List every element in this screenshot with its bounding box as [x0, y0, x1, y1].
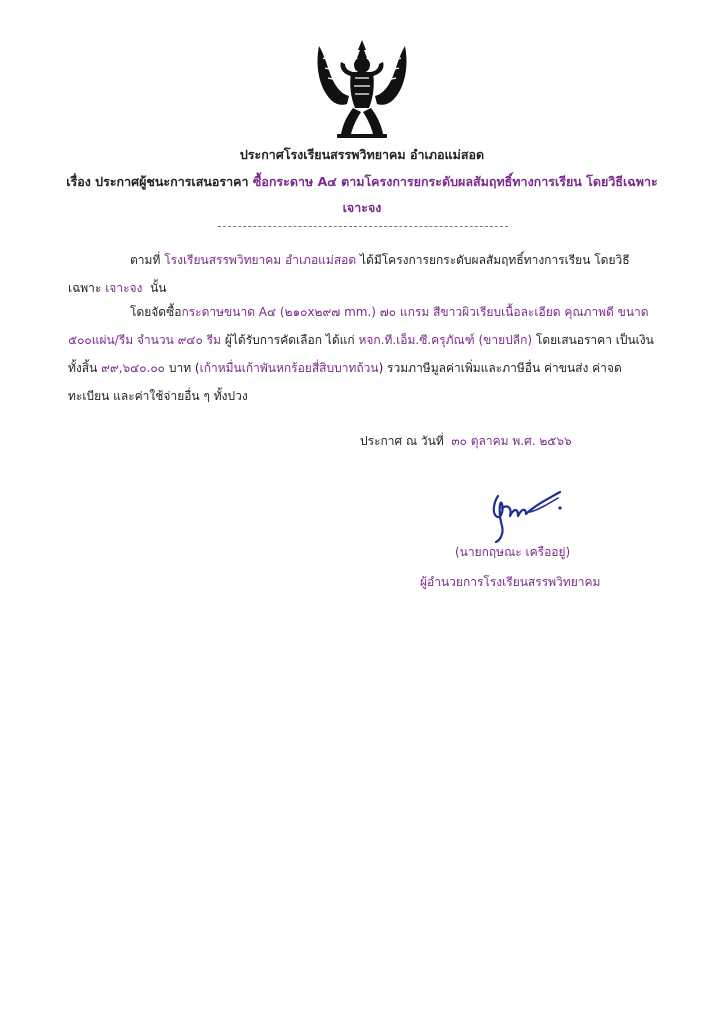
para2-vendor: หจก.ที.เอ็ม.ซี.ครุภัณฑ์ (ขายปลีก) [358, 333, 533, 347]
body-paragraph-1 [68, 246, 658, 302]
para1-school: โรงเรียนสรรพวิทยาคม อำเภอแม่สอด [164, 253, 357, 267]
signer-name: (นายกฤษณะ เครืออยู่) [455, 545, 571, 559]
announcement-date-line [360, 432, 572, 451]
para1-method: เจาะจง [105, 281, 143, 295]
header-school-name: ประกาศโรงเรียนสรรพวิทยาคม อำเภอแม่สอด [239, 147, 485, 162]
announcement-label: ประกาศ ณ วันที่ [360, 434, 444, 448]
para2-baht: บาท ( [168, 361, 200, 375]
para2-amount-words: เก้าหมื่นเก้าพันหกร้อยสี่สิบบาทถ้วน [199, 361, 379, 375]
header-divider [218, 226, 508, 227]
garuda-emblem-icon [313, 38, 411, 142]
para2-prefix: โดยจัดซื้อ [130, 305, 182, 319]
para1-prefix: ตามที่ [130, 253, 161, 267]
header-subject [0, 172, 724, 192]
header-subject-prefix: เรื่อง ประกาศผู้ชนะการเสนอราคา [66, 174, 249, 189]
para2-item: กระดาษขนาด A๔ (๒๑๐x๒๙๗ mm.) ๗๐ แกรม สีขาวผิวเรียบเนื้อละเอียด คุณภาพดี ขนาด ๕๐๐แผ่น/รีม จำนวน ๙๔๐ รีม [68, 305, 649, 347]
para2-offer: โดยเสนอราคา เป็นเงินทั้งสิ้น [68, 333, 654, 375]
header-subject-continued [0, 198, 724, 218]
para2-mid: ผู้ได้รับการคัดเลือก ได้แก่ [224, 333, 355, 347]
handwritten-signature-icon [468, 482, 568, 544]
para2-amount: ๙๙,๖๔๐.๐๐ [101, 361, 166, 375]
header-title [0, 145, 724, 165]
para1-end: นั้น [150, 281, 167, 295]
body-paragraph-2 [68, 298, 658, 410]
para2-tail: ) รวมภาษีมูลค่าเพิ่มและภาษีอื่น ค่าขนส่ง ค่าจดทะเบียน และค่าใช้จ่ายอื่น ๆ ทั้งปวง [68, 361, 622, 403]
header-subject-highlight: ซื้อกระดาษ A๔ ตามโครงการยกระดับผลสัมฤทธิ์ทางการเรียน โดยวิธีเฉพาะ [252, 174, 658, 189]
signer-title: ผู้อำนวยการโรงเรียนสรรพวิทยาคม [420, 575, 601, 589]
header-subject-method: เจาะจง [342, 200, 382, 215]
announcement-date: ๓๐ ตุลาคม พ.ศ. ๒๕๖๖ [451, 434, 572, 448]
para1-text: ได้มีโครงการยกระดับผลสัมฤทธิ์ทางการเรียน โดยวิธีเฉพาะ [68, 253, 630, 295]
